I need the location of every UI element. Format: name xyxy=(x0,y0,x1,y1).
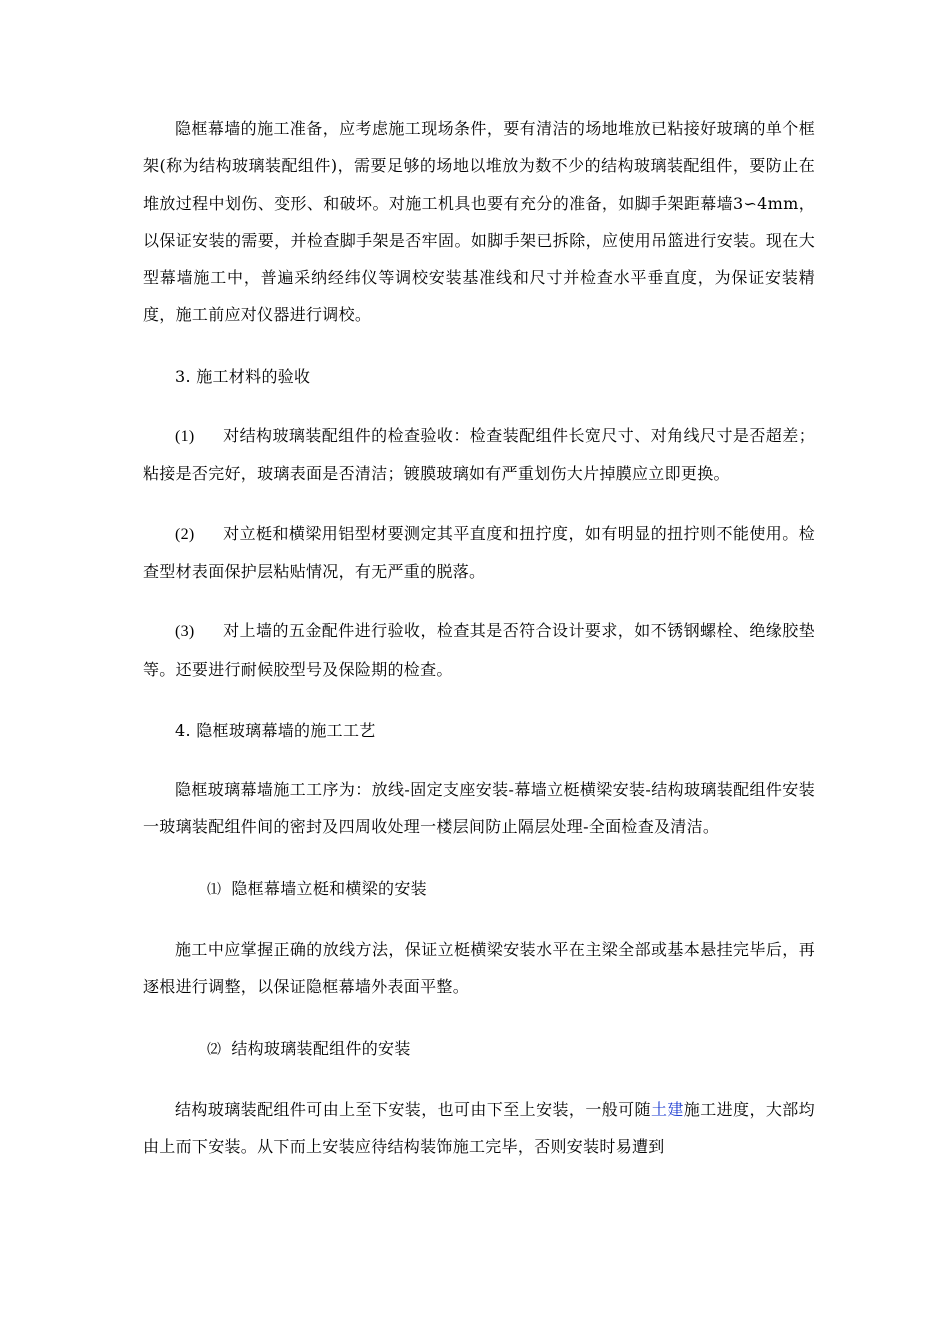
paragraph-process-sequence: 隐框玻璃幕墙施工工序为：放线-固定支座安装-幕墙立梃横梁安装-结构玻璃装配组件安装一玻璃装配组件间的密封及四周收处理一楼层间防止隔层处理-全面检查及清洁。 xyxy=(143,780,815,837)
list-item-number: (2) xyxy=(175,525,195,543)
document-body xyxy=(143,110,815,1166)
subheading-text: 结构玻璃装配组件的安装 xyxy=(231,1038,411,1058)
list-item-2 xyxy=(143,515,815,591)
list-item-1 xyxy=(143,417,815,493)
heading-construction-process xyxy=(143,712,815,749)
paragraph-preparation: 隐框幕墙的施工准备，应考虑施工现场条件，要有清洁的场地堆放已粘接好玻璃的单个框架(称为结构玻璃装配组件)，需要足够的场地以堆放为数不少的结构玻璃装配组件，要防止在堆放过程中划伤、变形、和破坏。对施工机具也要有充分的准备，如脚手架距幕墙3∽4mm，以保证安装的需要，并检查脚手架是否牢固。如脚手架已拆除，应使用吊篮进行安装。现在大型幕墙施工中，普遍采纳经纬仪等调校安装基准线和尺寸并检查水平垂直度，为保证安装精度，施工前应对仪器进行调校。 xyxy=(143,119,815,325)
paragraph-text-part: 结构玻璃装配组件可由上至下安装，也可由下至上安装，一般可随 xyxy=(175,1099,651,1119)
list-item-3 xyxy=(143,612,815,688)
subheading-glass-assembly xyxy=(143,1030,815,1069)
heading-text: 3. 施工材料的验收 xyxy=(175,366,311,386)
heading-text: 4. 隐框玻璃幕墙的施工工艺 xyxy=(175,720,376,740)
paragraph-text-part: 施工进度，大部均由上而下安装。从下而上安装应待结构装饰施工完毕，否则安装时易遭到 xyxy=(143,1099,815,1157)
subheading-mullion-transom xyxy=(143,870,815,909)
list-item-number: (3) xyxy=(175,623,195,641)
paragraph-mullion-install: 施工中应掌握正确的放线方法，保证立梃横梁安装水平在主梁全部或基本悬挂完毕后，再逐根进行调整，以保证隐框幕墙外表面平整。 xyxy=(143,940,815,997)
list-item-text: 对上墙的五金配件进行验收，检查其是否符合设计要求，如不锈钢螺栓、绝缘胶垫等。还要进行耐候胶型号及保险期的检查。 xyxy=(143,621,815,679)
heading-material-acceptance xyxy=(143,358,815,395)
list-item-text: 对结构玻璃装配组件的检查验收：检查装配组件长宽尺寸、对角线尺寸是否超差；粘接是否完好，玻璃表面是否清洁；镀膜玻璃如有严重划伤大片掉膜应立即更换。 xyxy=(143,426,815,484)
list-item-text: 对立梃和横梁用铝型材要测定其平直度和扭拧度，如有明显的扭拧则不能使用。检查型材表面保护层粘贴情况，有无严重的脱落。 xyxy=(143,523,815,581)
subheading-number: ⑴ xyxy=(207,881,222,898)
civil-works-link[interactable]: 土建 xyxy=(650,1099,684,1119)
list-item-number: (1) xyxy=(175,428,195,446)
subheading-number: ⑵ xyxy=(207,1041,222,1058)
subheading-text: 隐框幕墙立梃和横梁的安装 xyxy=(231,878,427,898)
paragraph-glass-install xyxy=(143,1091,815,1166)
